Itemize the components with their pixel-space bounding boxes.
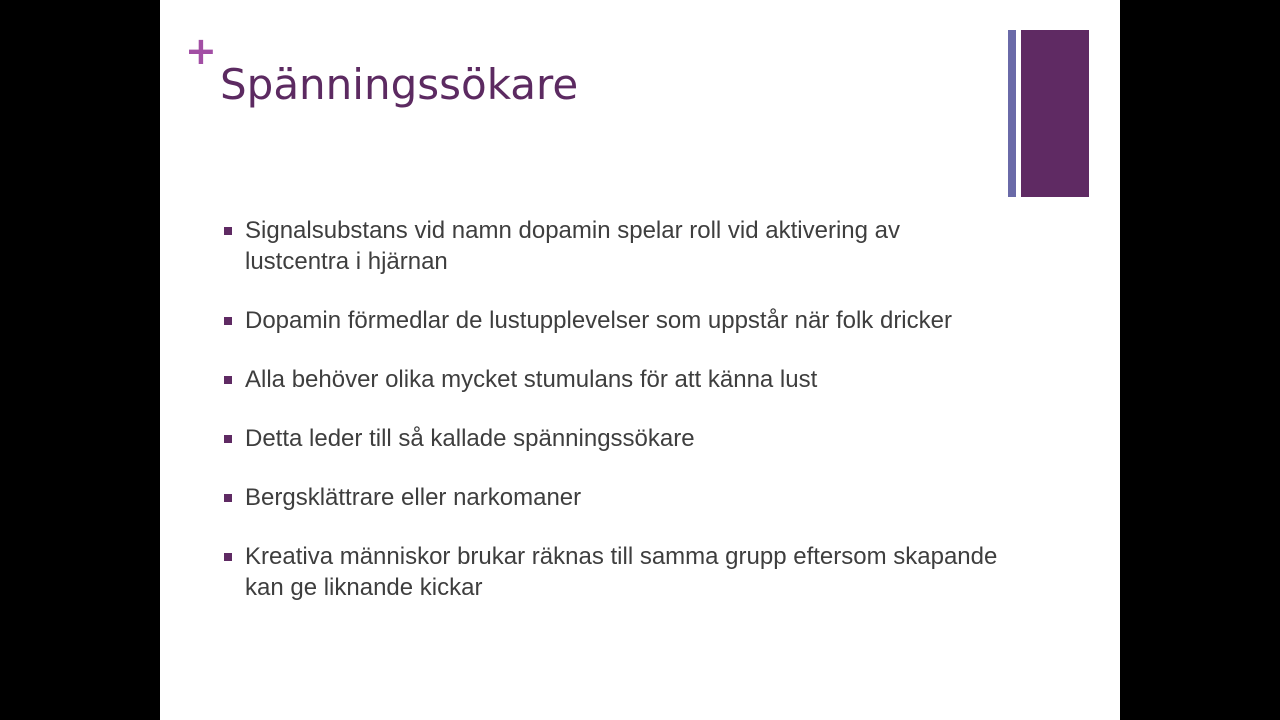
bullet-text: Bergsklättrare eller narkomaner — [245, 484, 582, 511]
slide-title: Spänningssökare — [220, 60, 579, 109]
square-bullet-icon — [224, 435, 232, 443]
square-bullet-icon — [224, 376, 232, 384]
bullet-item — [224, 423, 1004, 454]
bullet-text: Alla behöver olika mycket stumulans för att känna lust — [245, 366, 818, 393]
bullet-text: Kreativa människor brukar räknas till samma grupp eftersom skapande kan ge liknande kickar — [245, 543, 998, 601]
square-bullet-icon — [224, 494, 232, 502]
bullet-item — [224, 364, 1004, 395]
bullet-list — [224, 215, 1004, 631]
bullet-text: Detta leder till så kallade spänningssökare — [245, 425, 695, 452]
plus-icon: + — [185, 29, 217, 73]
bullet-text: Signalsubstans vid namn dopamin spelar roll vid aktivering av lustcentra i hjärnan — [245, 217, 901, 275]
bullet-item — [224, 215, 1004, 277]
square-bullet-icon — [224, 227, 232, 235]
accent-bar-thick — [1021, 30, 1089, 197]
bullet-item — [224, 541, 1004, 603]
square-bullet-icon — [224, 317, 232, 325]
bullet-item — [224, 305, 1004, 336]
bullet-item — [224, 482, 1004, 513]
bullet-text: Dopamin förmedlar de lustupplevelser som uppstår när folk dricker — [245, 307, 952, 334]
square-bullet-icon — [224, 553, 232, 561]
accent-bar-thin — [1008, 30, 1016, 197]
presentation-slide — [160, 0, 1120, 720]
